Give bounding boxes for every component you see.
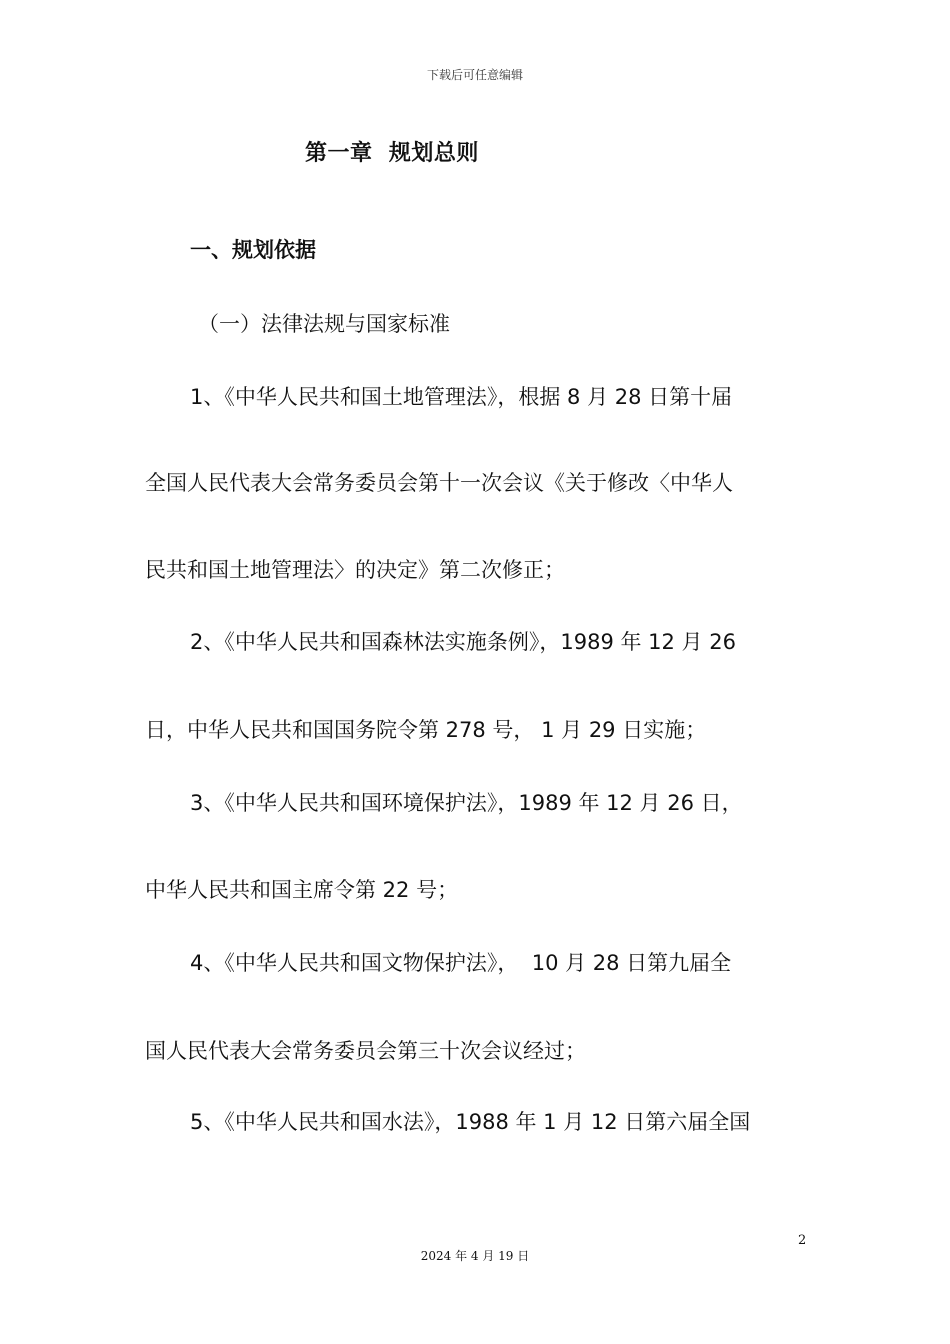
body-line: 2、《中华人民共和国森林法实施条例》，1989 年 12 月 26 xyxy=(190,630,736,654)
footer-date: 2024 年 4 月 19 日 xyxy=(420,1249,530,1263)
body-line: 中华人民共和国主席令第 22 号； xyxy=(145,878,459,902)
chapter-title: 第一章 规划总则 xyxy=(305,141,479,166)
body-line: 民共和国土地管理法〉的决定》第二次修正； xyxy=(145,558,565,582)
body-line: 日，中华人民共和国国务院令第 278 号， 1 月 29 日实施； xyxy=(145,718,707,742)
page-number: 2 xyxy=(798,1233,807,1248)
section-title: 一、规划依据 xyxy=(190,238,316,262)
body-line: 国人民代表大会常务委员会第三十次会议经过； xyxy=(145,1039,586,1063)
body-line: 3、《中华人民共和国环境保护法》，1989 年 12 月 26 日， xyxy=(190,791,743,815)
header-note: 下载后可任意编辑 xyxy=(426,68,523,82)
body-line: 4、《中华人民共和国文物保护法》， 10 月 28 日第九届全 xyxy=(190,951,732,975)
subsection-title: （一）法律法规与国家标准 xyxy=(198,312,450,336)
body-line: 5、《中华人民共和国水法》，1988 年 1 月 12 日第六届全国 xyxy=(190,1110,751,1134)
body-line: 全国人民代表大会常务委员会第十一次会议《关于修改〈中华人 xyxy=(145,471,733,495)
body-line: 1、《中华人民共和国土地管理法》，根据 8 月 28 日第十届 xyxy=(190,385,733,409)
